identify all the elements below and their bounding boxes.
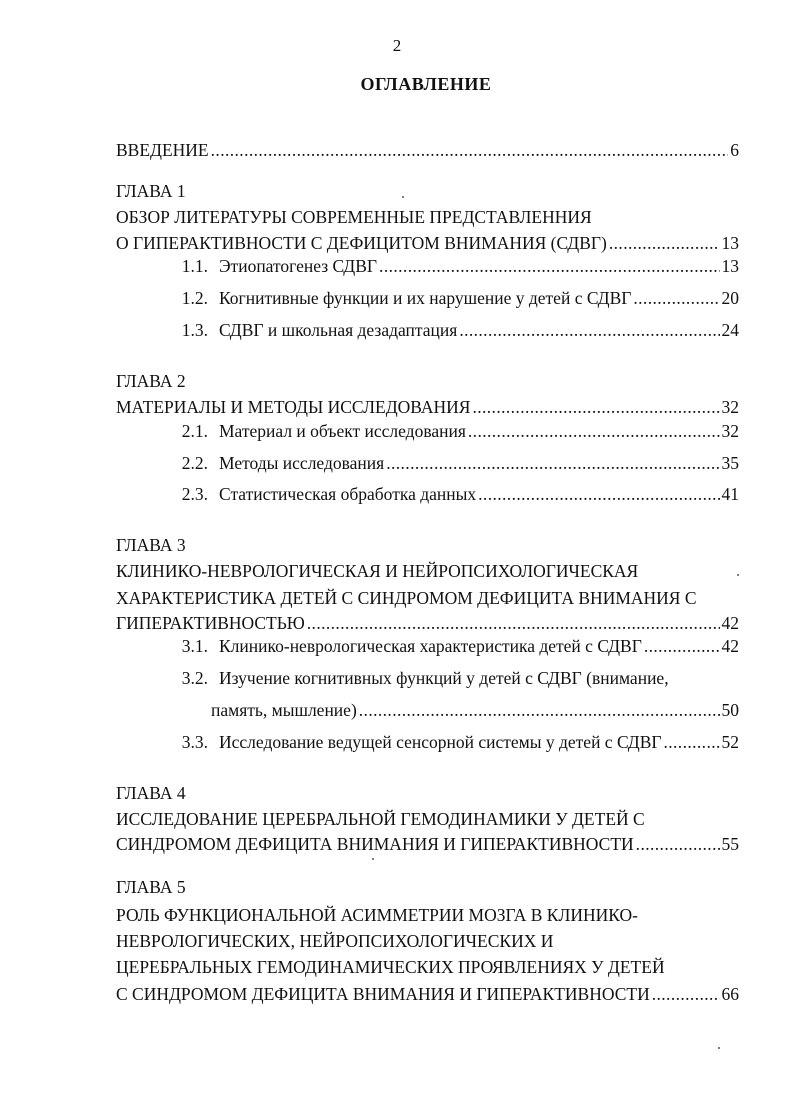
- section-number: 2.3.: [181, 484, 208, 504]
- section-number: 3.1.: [181, 636, 208, 656]
- leader-dots: [386, 450, 719, 476]
- leader-dots: [633, 285, 719, 311]
- entry-label: Статистическая обработка данных: [219, 484, 477, 504]
- toc-entry-section[interactable]: [116, 317, 739, 343]
- entry-label: память, мышление): [211, 700, 357, 720]
- toc-entry-section[interactable]: [211, 697, 739, 723]
- entry-label: МАТЕРИАЛЫ И МЕТОДЫ ИССЛЕДОВАНИЯ: [116, 397, 471, 417]
- leader-dots: [652, 981, 720, 1007]
- section-number: 1.1.: [181, 256, 208, 276]
- toc-entry-section[interactable]: [116, 418, 739, 444]
- leader-dots: [459, 317, 719, 343]
- leader-dots: [478, 481, 719, 507]
- entry-label: ГИПЕРАКТИВНОСТЬЮ: [116, 613, 305, 633]
- leader-dots: [472, 394, 719, 420]
- scan-speck: [372, 858, 374, 860]
- entry-label: Исследование ведущей сенсорной системы у детей с СДВГ: [219, 732, 662, 752]
- entry-label: СДВГ и школьная дезадаптация: [219, 320, 458, 340]
- leader-dots: [663, 729, 719, 755]
- leader-dots: [359, 697, 720, 723]
- section-number: 3.2.: [181, 668, 208, 688]
- toc-entry-section[interactable]: [116, 481, 739, 507]
- scan-speck: [737, 574, 739, 576]
- entry-label: Методы исследования: [219, 453, 385, 473]
- toc-entry-section-line[interactable]: [116, 665, 669, 691]
- section-number: 2.2.: [181, 453, 208, 473]
- entry-page: 55: [721, 834, 739, 854]
- entry-page: 42: [721, 613, 739, 633]
- section-number: 2.1.: [181, 421, 208, 441]
- chapter-title-line: КЛИНИКО-НЕВРОЛОГИЧЕСКАЯ И НЕЙРОПСИХОЛОГИЧЕСКАЯ: [116, 561, 639, 581]
- entry-page: 52: [721, 732, 739, 752]
- entry-page: 41: [721, 484, 739, 504]
- chapter-title-line: ХАРАКТЕРИСТИКА ДЕТЕЙ С СИНДРОМОМ ДЕФИЦИТА ВНИМАНИЯ С: [116, 588, 697, 608]
- scan-speck: [402, 196, 404, 198]
- entry-label: Материал и объект исследования: [219, 421, 466, 441]
- section-number: 3.3.: [181, 732, 208, 752]
- toc-entry-section[interactable]: [116, 729, 739, 755]
- page-number: 2: [392, 36, 402, 55]
- toc-title: ОГЛАВЛЕНИЕ: [360, 74, 492, 94]
- chapter-title-line: ИССЛЕДОВАНИЕ ЦЕРЕБРАЛЬНОЙ ГЕМОДИНАМИКИ У ДЕТЕЙ С: [116, 809, 645, 829]
- entry-label: Изучение когнитивных функций у детей с СДВГ (внимание,: [219, 668, 669, 688]
- leader-dots: [379, 253, 719, 279]
- entry-page: 66: [721, 984, 739, 1004]
- entry-page: 32: [721, 397, 739, 417]
- entry-label: О ГИПЕРАКТИВНОСТИ С ДЕФИЦИТОМ ВНИМАНИЯ (СДВГ): [116, 233, 607, 253]
- entry-page: 13: [721, 256, 739, 276]
- leader-dots: [636, 831, 720, 857]
- chapter-heading: ГЛАВА 1: [116, 181, 186, 201]
- section-number: 1.2.: [181, 288, 208, 308]
- chapter-heading: ГЛАВА 3: [116, 535, 186, 555]
- leader-dots: [211, 137, 729, 163]
- entry-label: Когнитивные функции и их нарушение у детей с СДВГ: [219, 288, 632, 308]
- entry-page: 6: [730, 140, 739, 160]
- entry-page: 13: [721, 233, 739, 253]
- entry-label: СИНДРОМОМ ДЕФИЦИТА ВНИМАНИЯ И ГИПЕРАКТИВНОСТИ: [116, 834, 634, 854]
- chapter-heading: ГЛАВА 4: [116, 783, 186, 803]
- chapter-title-line: НЕВРОЛОГИЧЕСКИХ, НЕЙРОПСИХОЛОГИЧЕСКИХ И: [116, 931, 554, 951]
- leader-dots: [468, 418, 720, 444]
- entry-page: 42: [721, 636, 739, 656]
- toc-entry-section[interactable]: [116, 253, 739, 279]
- toc-entry-section[interactable]: [116, 450, 739, 476]
- section-number: 1.3.: [181, 320, 208, 340]
- entry-page: 35: [721, 453, 739, 473]
- entry-label: Этиопатогенез СДВГ: [219, 256, 378, 276]
- toc-entry-chapter2[interactable]: [116, 394, 739, 420]
- toc-entry-chapter5[interactable]: [116, 981, 739, 1007]
- chapter-heading: ГЛАВА 5: [116, 877, 186, 897]
- scan-speck: [718, 1047, 720, 1049]
- entry-page: 24: [721, 320, 739, 340]
- entry-page: 50: [721, 700, 739, 720]
- chapter-heading: ГЛАВА 2: [116, 371, 186, 391]
- entry-page: 20: [721, 288, 739, 308]
- chapter-title-line: ОБЗОР ЛИТЕРАТУРЫ СОВРЕМЕННЫЕ ПРЕДСТАВЛЕННИЯ: [116, 207, 592, 227]
- toc-entry-section[interactable]: [116, 285, 739, 311]
- entry-label: Клинико-неврологическая характеристика детей с СДВГ: [219, 636, 642, 656]
- entry-label: ВВЕДЕНИЕ: [116, 140, 209, 160]
- toc-entry-section[interactable]: [116, 633, 739, 659]
- leader-dots: [644, 633, 720, 659]
- toc-entry-chapter4[interactable]: [116, 831, 739, 857]
- chapter-title-line: ЦЕРЕБРАЛЬНЫХ ГЕМОДИНАМИЧЕСКИХ ПРОЯВЛЕНИЯХ У ДЕТЕЙ: [116, 957, 665, 977]
- chapter-title-line: РОЛЬ ФУНКЦИОНАЛЬНОЙ АСИММЕТРИИ МОЗГА В КЛИНИКО-: [116, 905, 638, 925]
- entry-label: С СИНДРОМОМ ДЕФИЦИТА ВНИМАНИЯ И ГИПЕРАКТИВНОСТИ: [116, 984, 650, 1004]
- toc-entry-intro[interactable]: [116, 137, 739, 163]
- entry-page: 32: [721, 421, 739, 441]
